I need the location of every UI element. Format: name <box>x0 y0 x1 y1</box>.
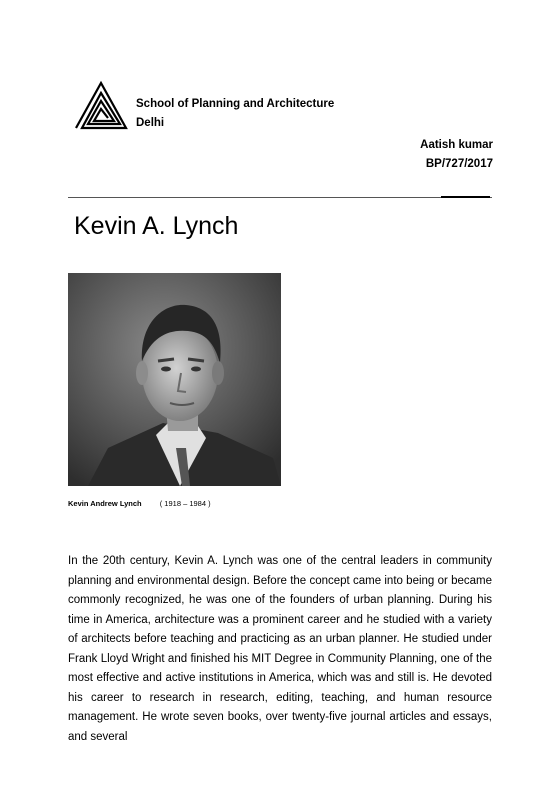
school-logo-icon <box>74 80 128 130</box>
portrait-photo <box>68 273 281 486</box>
school-name <box>136 95 334 133</box>
caption-name: Kevin Andrew Lynch <box>68 499 142 508</box>
header-divider-accent <box>441 196 490 198</box>
school-name-line2: Delhi <box>136 117 165 129</box>
photo-caption <box>68 498 211 509</box>
header-divider <box>68 197 492 198</box>
school-name-line1: School of Planning and Architecture <box>136 98 335 110</box>
author-id: BP/727/2017 <box>425 158 493 170</box>
body-paragraph: In the 20th century, Kevin A. Lynch was one of the central leaders in community planning and environmental design. Before the concept came into being or became commonly recognized, he was one of the founders of urban planning. During his time in America, architecture was a prominent career and he studied with a variety of architects before teaching and practicing as an urban planner. He studied under Frank Lloyd Wright and finished his MIT Degree in Community Planning, one of the most effective and active institutions in America, which was and still is. He devoted his career to research in research, editing, teaching, and human resource management. He wrote seven books, over twenty-five journal articles and essays, and several <box>68 555 492 743</box>
caption-dates: ( 1918 – 1984 ) <box>159 499 211 508</box>
author-block <box>420 136 493 174</box>
author-name: Aatish kumar <box>420 139 493 151</box>
page-title: Kevin A. Lynch <box>74 212 239 240</box>
